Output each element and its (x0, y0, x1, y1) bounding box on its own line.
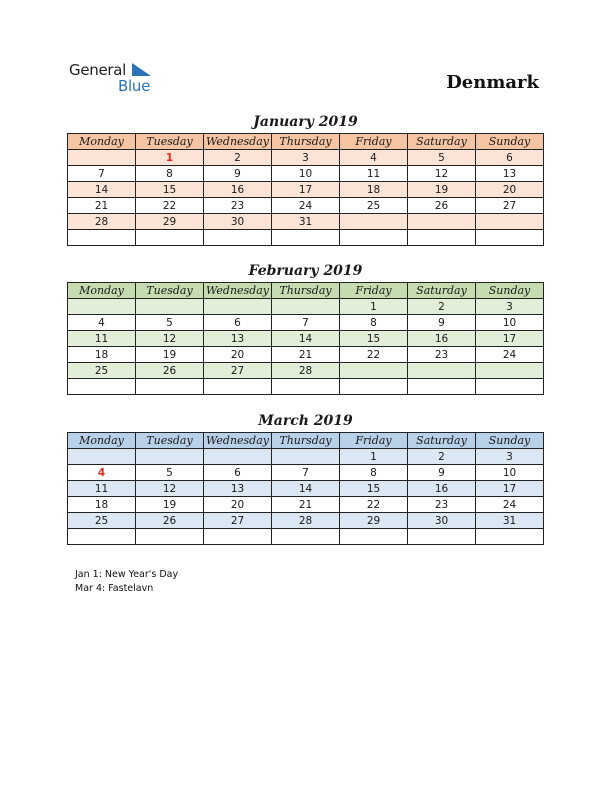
weekday-header: Friday (340, 134, 408, 150)
day-cell (204, 299, 272, 315)
day-cell: 20 (476, 182, 544, 198)
weekday-header: Friday (340, 433, 408, 449)
week-row (68, 481, 544, 497)
day-cell (136, 529, 204, 545)
week-row (68, 315, 544, 331)
day-cell: 10 (476, 315, 544, 331)
day-cell: 7 (68, 166, 136, 182)
week-row (68, 166, 544, 182)
day-cell: 9 (204, 166, 272, 182)
holiday-note: Mar 4: Fastelavn (75, 583, 154, 594)
week-row (68, 182, 544, 198)
day-cell (68, 449, 136, 465)
month-january (67, 113, 544, 246)
day-cell: 16 (408, 331, 476, 347)
day-cell: 11 (340, 166, 408, 182)
week-row (68, 529, 544, 545)
day-cell (340, 379, 408, 395)
day-cell: 7 (272, 465, 340, 481)
day-cell: 16 (408, 481, 476, 497)
day-cell: 31 (272, 214, 340, 230)
day-cell: 7 (272, 315, 340, 331)
day-cell: 9 (408, 315, 476, 331)
weekday-header: Wednesday (204, 134, 272, 150)
weekday-header: Monday (68, 283, 136, 299)
day-cell (476, 230, 544, 246)
week-row (68, 331, 544, 347)
day-cell: 17 (476, 331, 544, 347)
day-cell (68, 299, 136, 315)
logo-text-general: General (69, 61, 127, 79)
day-cell: 28 (68, 214, 136, 230)
day-cell: 12 (136, 481, 204, 497)
weekday-header: Sunday (476, 433, 544, 449)
day-cell: 6 (204, 465, 272, 481)
weekday-header: Monday (68, 433, 136, 449)
day-cell: 30 (408, 513, 476, 529)
day-cell: 13 (476, 166, 544, 182)
day-cell: 24 (476, 347, 544, 363)
day-cell: 5 (136, 465, 204, 481)
week-row (68, 214, 544, 230)
day-cell (340, 529, 408, 545)
day-cell (476, 379, 544, 395)
day-cell: 12 (136, 331, 204, 347)
day-cell: 8 (136, 166, 204, 182)
day-cell: 15 (136, 182, 204, 198)
day-cell: 10 (476, 465, 544, 481)
weekday-header: Tuesday (136, 283, 204, 299)
day-cell (204, 529, 272, 545)
day-cell: 31 (476, 513, 544, 529)
day-cell: 25 (68, 363, 136, 379)
weekday-header-row (68, 433, 544, 449)
calendar-table (67, 282, 544, 395)
day-cell (340, 363, 408, 379)
day-cell: 5 (136, 315, 204, 331)
day-cell (476, 363, 544, 379)
day-cell: 14 (68, 182, 136, 198)
weekday-header: Sunday (476, 283, 544, 299)
day-cell: 6 (476, 150, 544, 166)
day-cell: 18 (68, 497, 136, 513)
weekday-header: Saturday (408, 283, 476, 299)
day-cell (204, 230, 272, 246)
day-cell: 4 (68, 465, 136, 481)
day-cell: 21 (68, 198, 136, 214)
day-cell (68, 150, 136, 166)
calendar-table (67, 432, 544, 545)
day-cell (408, 379, 476, 395)
week-row (68, 198, 544, 214)
week-row (68, 449, 544, 465)
day-cell: 11 (68, 481, 136, 497)
day-cell: 24 (476, 497, 544, 513)
day-cell: 15 (340, 331, 408, 347)
day-cell: 2 (408, 449, 476, 465)
day-cell: 1 (340, 299, 408, 315)
day-cell: 17 (476, 481, 544, 497)
day-cell (136, 449, 204, 465)
day-cell: 15 (340, 481, 408, 497)
day-cell: 19 (136, 497, 204, 513)
day-cell: 5 (408, 150, 476, 166)
holiday-note: Jan 1: New Year's Day (75, 569, 179, 580)
day-cell: 20 (204, 347, 272, 363)
weekday-header: Tuesday (136, 433, 204, 449)
day-cell (272, 529, 340, 545)
day-cell: 21 (272, 497, 340, 513)
weekday-header: Saturday (408, 433, 476, 449)
day-cell (340, 214, 408, 230)
day-cell: 8 (340, 465, 408, 481)
weekday-header: Sunday (476, 134, 544, 150)
day-cell (204, 449, 272, 465)
day-cell: 22 (136, 198, 204, 214)
week-row (68, 363, 544, 379)
day-cell: 14 (272, 331, 340, 347)
day-cell (340, 230, 408, 246)
logo-text-blue: Blue (118, 77, 150, 95)
weekday-header-row (68, 283, 544, 299)
day-cell: 13 (204, 331, 272, 347)
month-title: March 2019 (258, 413, 353, 429)
calendar-table (67, 133, 544, 246)
day-cell (408, 529, 476, 545)
day-cell: 21 (272, 347, 340, 363)
weekday-header: Thursday (272, 134, 340, 150)
week-row (68, 299, 544, 315)
day-cell: 20 (204, 497, 272, 513)
day-cell: 14 (272, 481, 340, 497)
weekday-header: Thursday (272, 283, 340, 299)
week-row (68, 150, 544, 166)
weekday-header: Saturday (408, 134, 476, 150)
month-february (67, 262, 544, 395)
day-cell: 3 (476, 299, 544, 315)
day-cell: 29 (340, 513, 408, 529)
day-cell (272, 299, 340, 315)
day-cell (136, 230, 204, 246)
day-cell: 28 (272, 363, 340, 379)
day-cell (68, 230, 136, 246)
day-cell: 29 (136, 214, 204, 230)
day-cell: 27 (204, 363, 272, 379)
day-cell: 12 (408, 166, 476, 182)
day-cell: 23 (408, 347, 476, 363)
day-cell: 24 (272, 198, 340, 214)
week-row (68, 230, 544, 246)
day-cell (272, 449, 340, 465)
day-cell (136, 299, 204, 315)
day-cell (408, 214, 476, 230)
weekday-header: Wednesday (204, 283, 272, 299)
day-cell (204, 379, 272, 395)
day-cell: 18 (68, 347, 136, 363)
day-cell (272, 230, 340, 246)
day-cell (476, 529, 544, 545)
day-cell: 1 (136, 150, 204, 166)
week-row (68, 497, 544, 513)
week-row (68, 347, 544, 363)
day-cell: 22 (340, 347, 408, 363)
day-cell: 26 (136, 513, 204, 529)
day-cell: 19 (136, 347, 204, 363)
day-cell (408, 363, 476, 379)
day-cell: 2 (408, 299, 476, 315)
day-cell: 27 (204, 513, 272, 529)
weekday-header: Tuesday (136, 134, 204, 150)
holiday-notes (75, 568, 178, 596)
weekday-header: Monday (68, 134, 136, 150)
weekday-header-row (68, 134, 544, 150)
day-cell: 25 (68, 513, 136, 529)
month-title: January 2019 (253, 114, 358, 130)
general-blue-logo (69, 61, 169, 97)
day-cell: 4 (68, 315, 136, 331)
day-cell: 19 (408, 182, 476, 198)
month-march (67, 412, 544, 545)
day-cell: 27 (476, 198, 544, 214)
day-cell: 28 (272, 513, 340, 529)
week-row (68, 513, 544, 529)
day-cell: 4 (340, 150, 408, 166)
day-cell: 9 (408, 465, 476, 481)
day-cell: 25 (340, 198, 408, 214)
day-cell: 6 (204, 315, 272, 331)
day-cell (272, 379, 340, 395)
weekday-header: Wednesday (204, 433, 272, 449)
day-cell: 10 (272, 166, 340, 182)
day-cell: 16 (204, 182, 272, 198)
day-cell: 3 (476, 449, 544, 465)
day-cell (68, 529, 136, 545)
day-cell: 13 (204, 481, 272, 497)
day-cell: 26 (136, 363, 204, 379)
weekday-header: Thursday (272, 433, 340, 449)
day-cell: 18 (340, 182, 408, 198)
day-cell (476, 214, 544, 230)
day-cell: 23 (408, 497, 476, 513)
day-cell: 26 (408, 198, 476, 214)
day-cell: 17 (272, 182, 340, 198)
day-cell: 2 (204, 150, 272, 166)
week-row (68, 465, 544, 481)
day-cell: 23 (204, 198, 272, 214)
day-cell: 22 (340, 497, 408, 513)
day-cell: 8 (340, 315, 408, 331)
day-cell (408, 230, 476, 246)
day-cell (136, 379, 204, 395)
day-cell: 30 (204, 214, 272, 230)
day-cell: 1 (340, 449, 408, 465)
day-cell: 11 (68, 331, 136, 347)
day-cell: 3 (272, 150, 340, 166)
day-cell (68, 379, 136, 395)
week-row (68, 379, 544, 395)
country-title: Denmark (446, 72, 539, 93)
logo-triangle-icon (132, 63, 152, 77)
month-title: February 2019 (248, 263, 363, 279)
weekday-header: Friday (340, 283, 408, 299)
